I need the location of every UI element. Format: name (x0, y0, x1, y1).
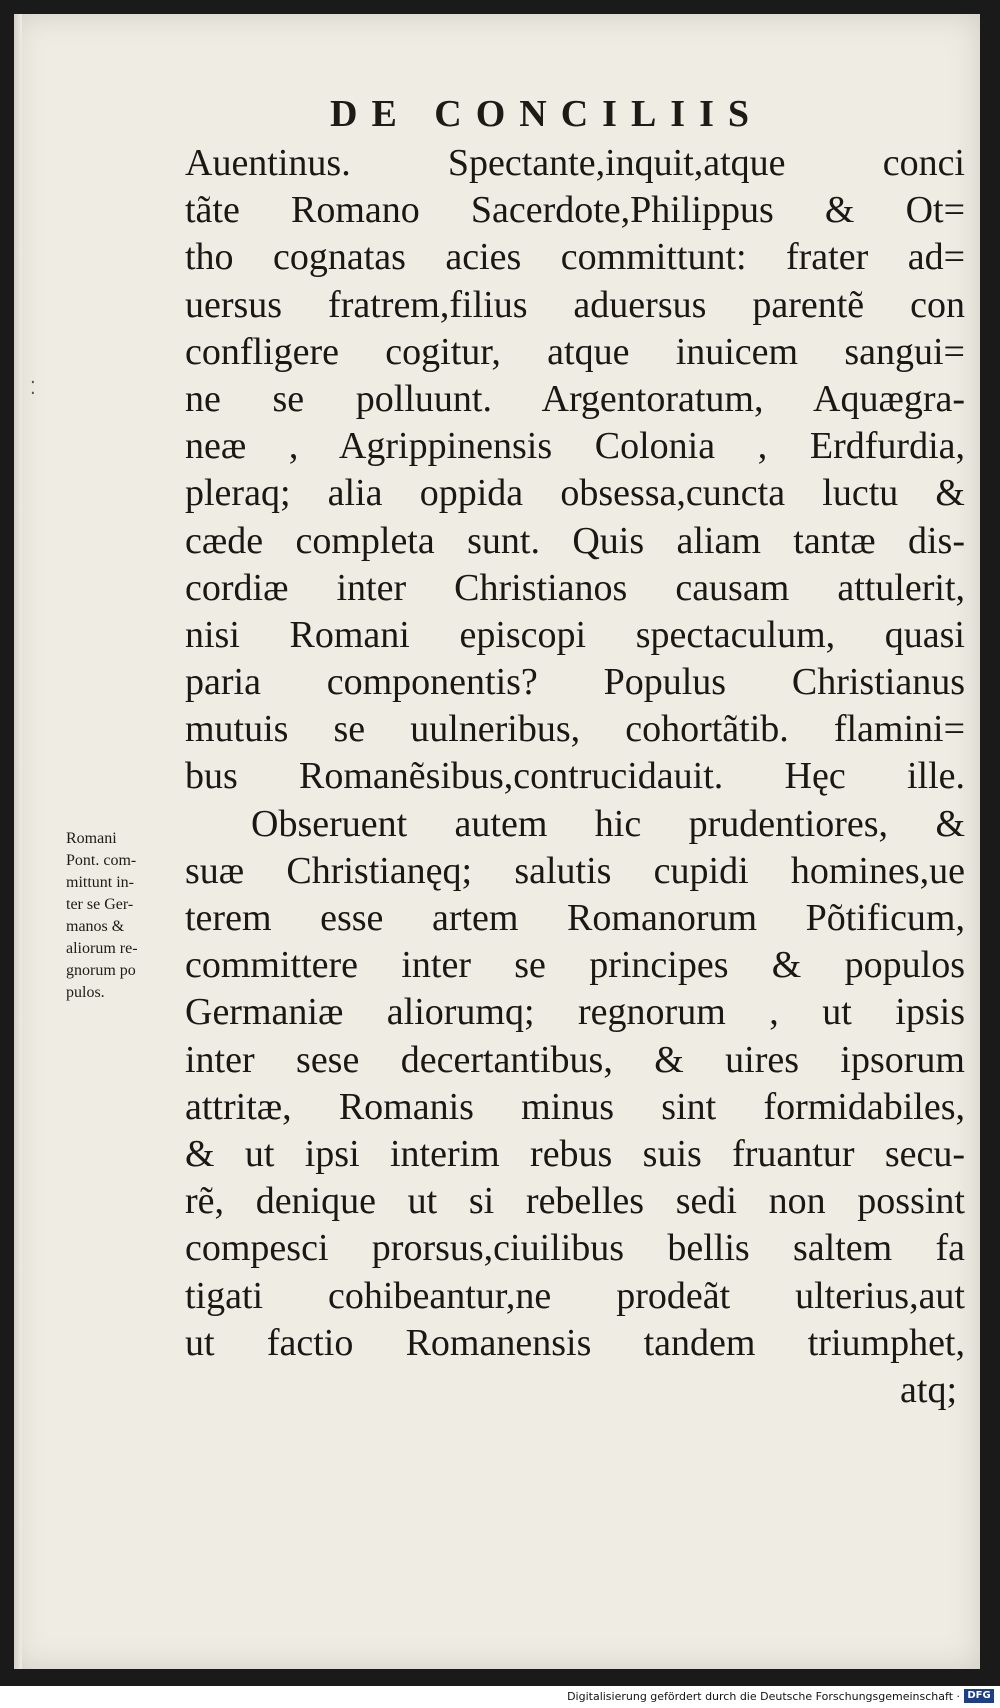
marginal-note (66, 828, 184, 1004)
marginal-note-line: manos & (66, 918, 125, 935)
text-line: cæde completa sunt. Quis aliam tantæ dis- (185, 519, 965, 562)
text-line: suæ Christianęq; salutis cupidi homines,ue (185, 849, 965, 892)
marginal-note-line: aliorum re- (66, 940, 138, 957)
text-line: tãte Romano Sacerdote,Philippus & Ot= (185, 189, 965, 232)
text-line: cordiæ inter Christianos causam attulerit, (185, 566, 965, 609)
text-line: bus Romanẽsibus,contrucidauit. Hęc ille. (185, 755, 965, 798)
text-line: & ut ipsi interim rebus suis fruantur secu- (185, 1132, 965, 1175)
text-line: uersus fratrem,filius aduersus parentẽ con (185, 283, 965, 326)
marginal-note-line: Pont. com- (66, 852, 137, 869)
marginal-note-line: ter se Ger- (66, 896, 134, 913)
text-line: attritæ, Romanis minus sint formidabiles, (185, 1085, 965, 1128)
text-line: committere inter se principes & populos (185, 944, 965, 987)
marginal-note-line: mittunt in- (66, 874, 134, 891)
digitization-credit: Digitalisierung gefördert durch die Deutsche Forschungsgemeinschaft · (567, 1690, 960, 1703)
text-line: terem esse artem Romanorum Põtificum, (185, 897, 965, 939)
paragraph-start-line: Obseruent autem hic prudentiores, & (251, 802, 965, 845)
marginal-note-line: gnorum po (66, 962, 136, 979)
text-line: paria componentis? Populus Christianus (185, 661, 965, 704)
text-line: nisi Romani episcopi spectaculum, quasi (185, 613, 965, 656)
text-line: tho cognatas acies committunt: frater ad= (185, 236, 965, 279)
text-line: Auentinus. Spectante,inquit,atque conci (185, 142, 965, 184)
text-line: tigati cohibeantur,ne prodeãt ulterius,aut (185, 1274, 965, 1317)
marginal-note-line: pulos. (66, 984, 105, 1001)
text-line: neæ , Agrippinensis Colonia , Erdfurdia, (185, 425, 965, 468)
text-line: rẽ, denique ut si rebelles sedi non possint (185, 1180, 965, 1223)
body-text (185, 140, 965, 1414)
stray-ink-mark: ⁚ (30, 378, 36, 398)
text-line: confligere cogitur, atque inuicem sangui= (185, 330, 965, 373)
dfg-logo-icon: DFG (964, 1689, 994, 1703)
running-head: DE CONCILIIS (330, 93, 764, 135)
catchword: atq; (900, 1368, 957, 1411)
text-line: pleraq; alia oppida obsessa,cuncta luctu & (185, 472, 965, 515)
text-line: Germaniæ aliorumq; regnorum , ut ipsis (185, 991, 965, 1034)
text-line: ut factio Romanensis tandem triumphet, (185, 1321, 965, 1364)
marginal-note-line: Romani (66, 830, 117, 847)
page-gutter-edge (14, 14, 22, 1669)
text-line: compesci prorsus,ciuilibus bellis saltem fa (185, 1227, 965, 1270)
text-line: inter sese decertantibus, & uires ipsorum (185, 1038, 965, 1081)
text-line: mutuis se uulneribus, cohortãtib. flamini= (185, 708, 965, 751)
text-line: ne se polluunt. Argentoratum, Aquægra- (185, 377, 965, 420)
